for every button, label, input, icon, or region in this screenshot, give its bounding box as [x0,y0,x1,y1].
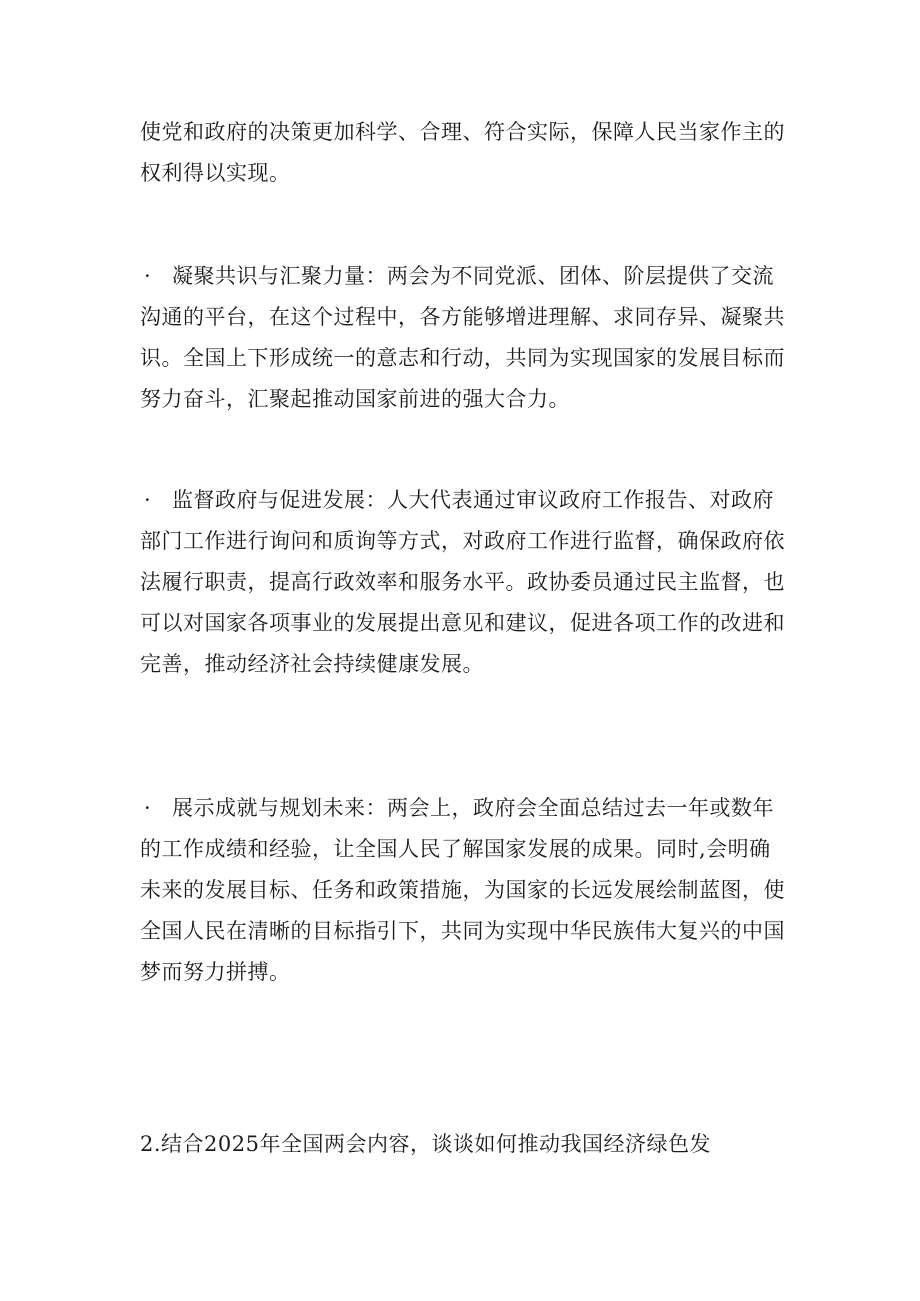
paragraph-continuation [140,112,785,194]
paragraph-text: 使党和政府的决策更加科学、合理、符合实际，保障人民当家作主的权利得以实现。 [140,120,785,185]
bullet-dot-icon: · [144,488,152,512]
bullet-dot-icon: · [144,264,152,288]
paragraph-text: 监督政府与促进发展：人大代表通过审议政府工作报告、对政府部门工作进行询问和质询等方式，对政府工作进行监督，确保政府依法履行职责，提高行政效率和服务水平。政协委员通过民主监督，也可以对国家各项事业的发展提出意见和建议，促进各项工作的改进和完善，推动经济社会持续健康发展。 [140,488,785,676]
bullet-paragraph-supervision [140,480,785,685]
paragraph-text: 2.结合2025年全国两会内容，谈谈如何推动我国经济绿色发 [140,1132,711,1156]
question-heading [140,1124,785,1165]
paragraph-text: 展示成就与规划未来：两会上，政府会全面总结过去一年或数年的工作成绩和经验，让全国人民了解国家发展的成果。同时,会明确未来的发展目标、任务和政策措施，为国家的长远发展绘制蓝图，使全国人民在清晰的目标指引下，共同为实现中华民族伟大复兴的中国梦而努力拼搏。 [140,796,785,984]
bullet-paragraph-consensus [140,256,785,420]
paragraph-text: 凝聚共识与汇聚力量：两会为不同党派、团体、阶层提供了交流沟通的平台，在这个过程中，各方能够增进理解、求同存异、凝聚共识。全国上下形成统一的意志和行动，共同为实现国家的发展目标而努力奋斗，汇聚起推动国家前进的强大合力。 [140,264,785,411]
bullet-paragraph-achievements [140,788,785,993]
bullet-dot-icon: · [144,796,152,820]
